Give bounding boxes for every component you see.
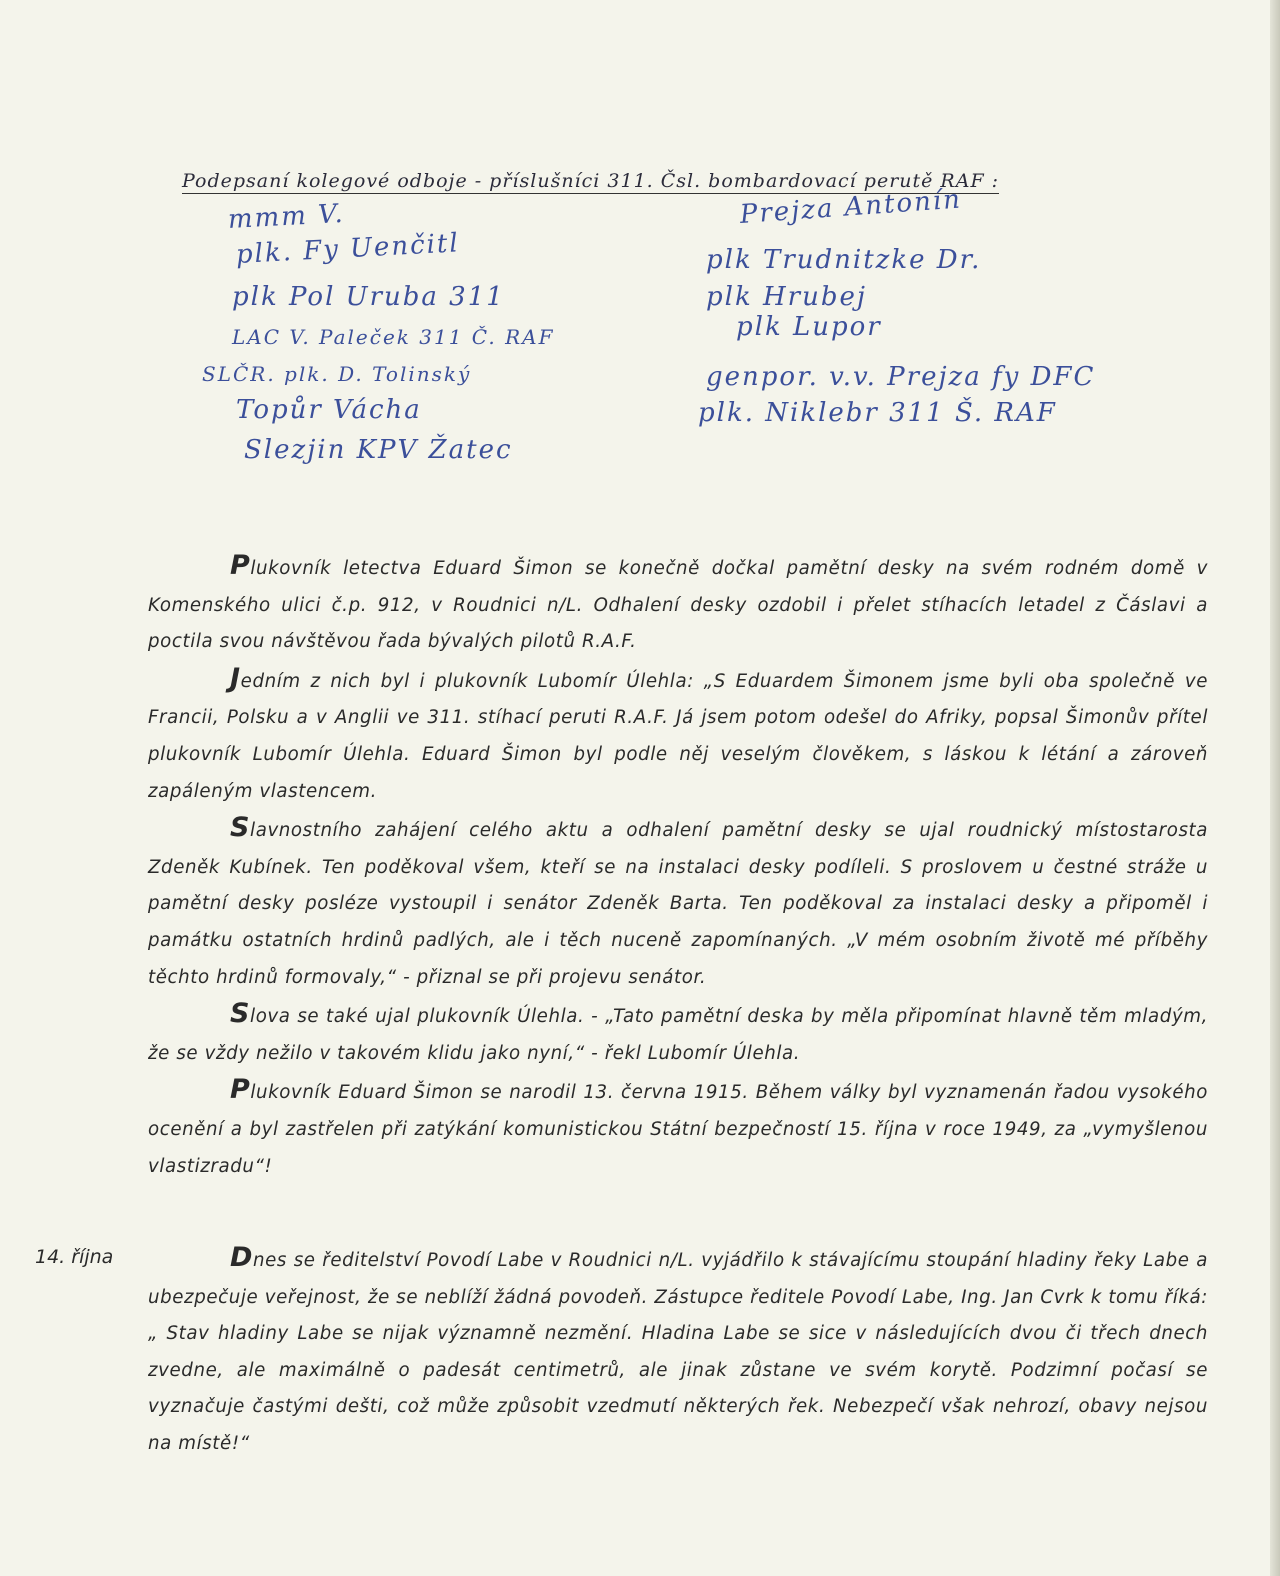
paragraph: Dnes se ředitelství Povodí Labe v Roudnici n/L. vyjádřilo k stávajícímu stoupání hladiny řeky Labe a ubezpečuje veřejnost, že se neblíží žádná povodeň. Zástupce ředitele Povodí Labe, Ing. Jan Cvrk k tomu říká: „ Stav hladiny Labe se nijak významně nezmění. Hladina Labe se sice v následujících dvou či třech dnech zvedne, ale maximálně o padesát centimetrů, ale jinak zůstane ve svém korytě. Podzimní počasí se vyznačuje častými dešti, což může způsobit vzedmutí některých řek. Nebezpečí však nehrozí, obavy nejsou na místě!“ bbox=[148, 1242, 1208, 1454]
article-body-2 bbox=[148, 1240, 1208, 1463]
signature: SLČR. plk. D. Tolinský bbox=[202, 362, 472, 386]
signature: Prejza Antonín bbox=[738, 184, 963, 230]
paragraph: Plukovník letectva Eduard Šimon se konečně dočkal pamětní desky na svém rodném domě v Komenského ulici č.p. 912, v Roudnici n/L. Odhalení desky ozdobil i přelet stíhacích letadel z Čáslavi a poctila svou návštěvou řada bývalých pilotů R.A.F. bbox=[148, 550, 1208, 653]
margin-date: 14. října bbox=[35, 1246, 114, 1268]
signature: mmm V. bbox=[227, 198, 346, 235]
signature: Topůr Vácha bbox=[236, 395, 422, 425]
signature: plk Hrubej bbox=[706, 282, 867, 312]
article-body bbox=[148, 548, 1208, 1185]
page-edge bbox=[1270, 0, 1280, 1576]
signature: LAC V. Paleček 311 Č. RAF bbox=[232, 325, 555, 349]
signature: Slezjin KPV Žatec bbox=[244, 435, 513, 465]
signature: plk. Niklebr 311 Š. RAF bbox=[698, 398, 1057, 428]
signatories-header: Podepsaní kolegové odboje - příslušníci 311. Čsl. bombardovací perutě RAF : bbox=[182, 170, 1000, 192]
signature: plk Pol Uruba 311 bbox=[232, 282, 505, 312]
paragraph: Plukovník Eduard Šimon se narodil 13. června 1915. Během války byl vyznamenán řadou vysokého ocenění a byl zastřelen při zatýkání komunistickou Státní bezpečností 15. října v roce 1949, za „vymyšlenou vlastizradu“! bbox=[148, 1074, 1208, 1177]
signature: plk. Fy Uenčitl bbox=[235, 228, 461, 270]
paragraph: Slavnostního zahájení celého aktu a odhalení pamětní desky se ujal roudnický místostarosta Zdeněk Kubínek. Ten poděkoval všem, kteří se na instalaci desky podíleli. S proslovem u čestné stráže u pamětní desky posléze vystoupil i senátor Zdeněk Barta. Ten poděkoval za instalaci desky a připoměl i památku ostatních hrdinů padlých, ale i těch nuceně zapomínaných. „V mém osobním životě mé příběhy těchto hrdinů formovaly,“ - přiznal se při projevu senátor. bbox=[148, 812, 1208, 988]
signature: plk Trudnitzke Dr. bbox=[706, 245, 982, 275]
paragraph: Slova se také ujal plukovník Úlehla. - „Tato pamětní deska by měla připomínat hlavně těm mladým, že se vždy nežilo v takovém klidu jako nyní,“ - řekl Lubomír Úlehla. bbox=[148, 998, 1208, 1064]
signature: plk Lupor bbox=[736, 312, 882, 342]
paragraph: Jedním z nich byl i plukovník Lubomír Úlehla: „S Eduardem Šimonem jsme byli oba společně ve Francii, Polsku a v Anglii ve 311. stíhací peruti R.A.F. Já jsem potom odešel do Afriky, popsal Šimonův přítel plukovník Lubomír Úlehla. Eduard Šimon byl podle něj veselým člověkem, s láskou k létání a zároveň zapáleným vlastencem. bbox=[148, 662, 1208, 802]
signature: genpor. v.v. Prejza fy DFC bbox=[706, 362, 1096, 392]
